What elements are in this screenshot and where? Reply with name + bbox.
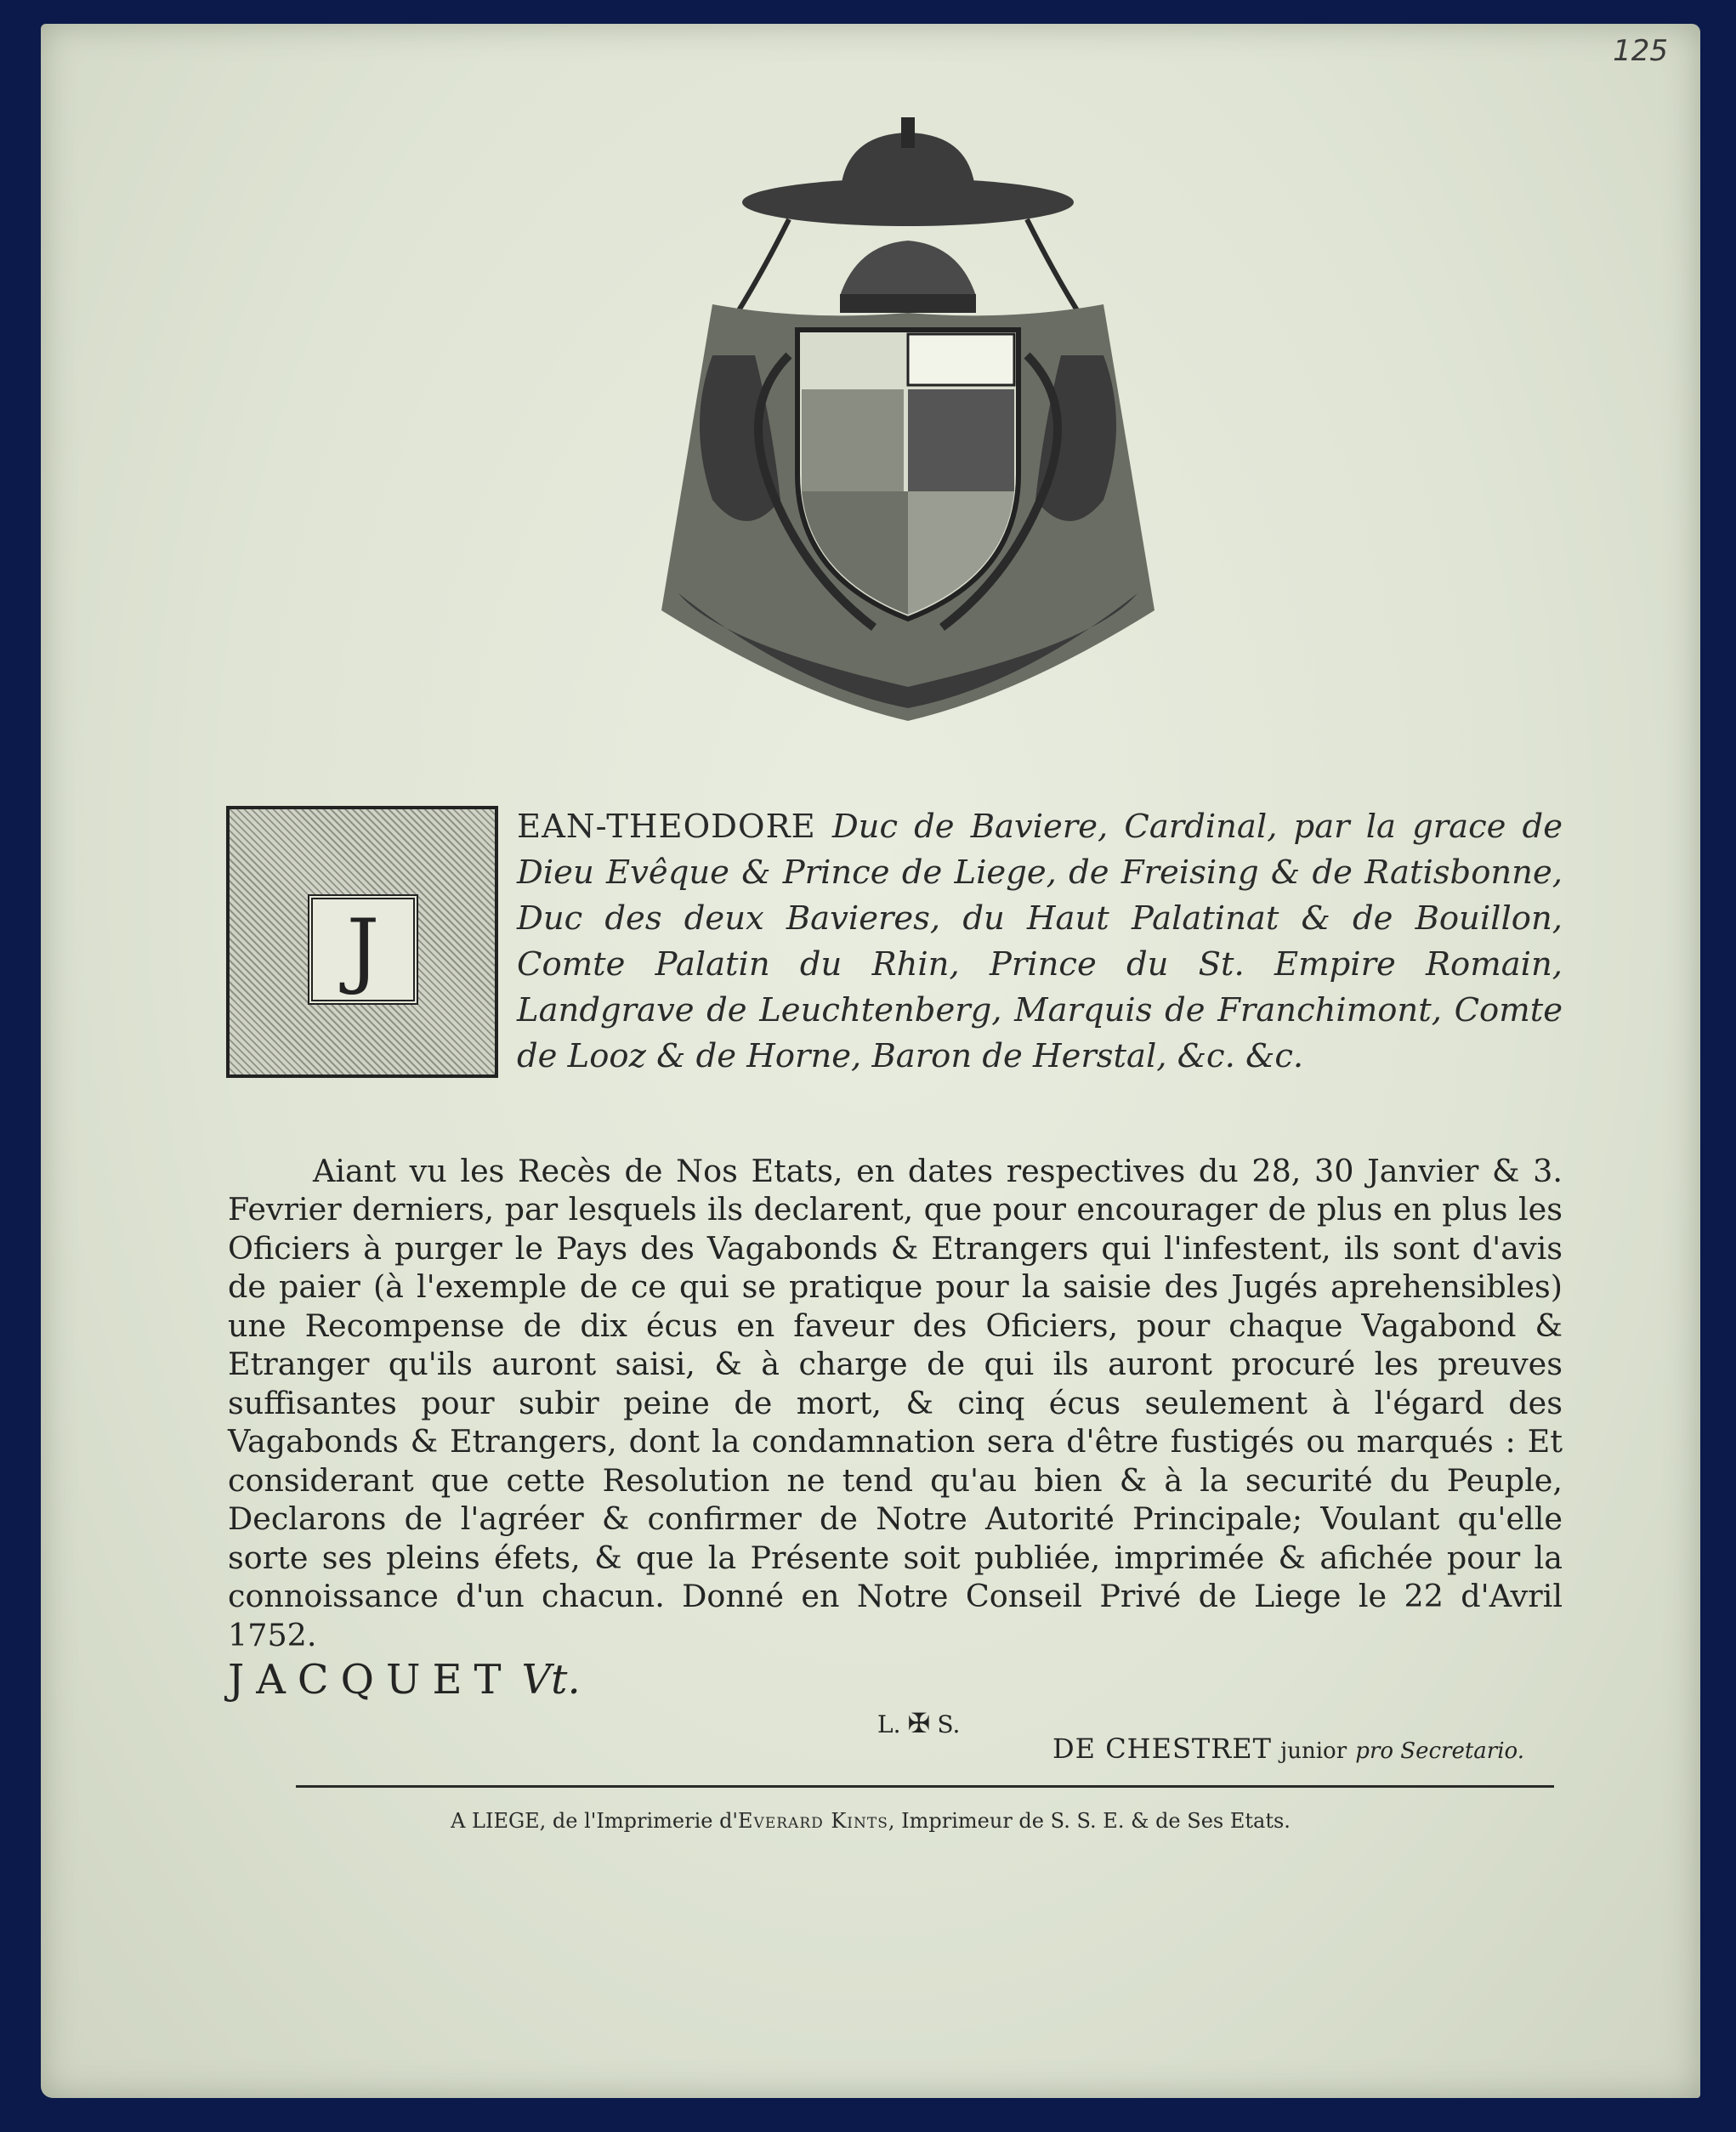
imprint-prefix: A LIEGE, de l'Imprimerie d': [451, 1809, 739, 1833]
document-sheet: [41, 24, 1700, 2098]
printer-imprint: [41, 1809, 1700, 1833]
imprint-printer: Everard Kints: [738, 1809, 888, 1833]
folio-number: 125: [1613, 34, 1668, 68]
decorated-initial: [226, 806, 498, 1078]
title-text: Duc de Baviere, Cardinal, par la grace de Dieu Evêque & Prince de Liege, de Freising & de Ratisbonne, Duc des deux Bavieres, du Haut Palatinat & de Bouillon, Comte Palatin du Rhin, Prince du St. Empire Romain, Landgrave de Leuchtenberg, Marquis de Franchimont, Comte de Looz & de Horne, Baron de Herstal, &c. &c.: [517, 808, 1563, 1075]
seal-right: S.: [937, 1710, 961, 1738]
coat-of-arms-illustration: [585, 100, 1231, 746]
signature-chestret: [1052, 1732, 1524, 1765]
signature-jacquet: [228, 1656, 581, 1704]
title-block: [517, 804, 1563, 1080]
decree-body: Aiant vu les Recès de Nos Etats, en dates respectives du 28, 30 Janvier & 3. Fevrier derniers, par lesquels ils declarent, que pour encourager de plus en plus les Oficiers à purger le Pays des Vagabonds & Etrangers qui l'infestent, ils sont d'avis de paier (à l'exemple de ce qui se pratique pour la saisie des Jugés aprehensibles) une Recompense de dix écus en faveur des Oficiers, pour chaque Vagabond & Etranger qu'ils auront saisi, & à charge de qui ils auront procuré les preuves suffisantes pour subir peine de mort, & cinq écus seulement à l'égard des Vagabonds & Etrangers, dont la condamnation sera d'être fustigés ou marqués : Et considerant que cette Resolution ne tend qu'au bien & à la securité du Peuple, Declarons de l'agréer & confirmer de Notre Autorité Principale; Voulant qu'elle sorte ses pleins éfets, & que la Présente soit publiée, imprimée & afichée pour la connoissance d'un chacun. Donné en Notre Conseil Privé de Liege le 22 d'Avril 1752.: [228, 1152, 1563, 1653]
signature-right-name: DE CHESTRET: [1052, 1732, 1272, 1765]
seal-left: L.: [877, 1710, 901, 1738]
signature-right-junior: junior: [1280, 1738, 1347, 1764]
divider-rule: [296, 1785, 1554, 1788]
signature-left-name: JACQUET: [228, 1656, 513, 1704]
seal-mark: [877, 1707, 960, 1739]
cross-icon: ✠: [907, 1707, 931, 1739]
signature-left-suffix: Vt.: [521, 1656, 581, 1704]
initial-letter: J: [308, 894, 418, 1005]
imprint-suffix: , Imprimeur de S. S. E. & de Ses Etats.: [888, 1809, 1291, 1833]
signature-right-role: pro Secretario.: [1355, 1738, 1525, 1764]
title-name: EAN-THEODORE: [517, 808, 816, 846]
